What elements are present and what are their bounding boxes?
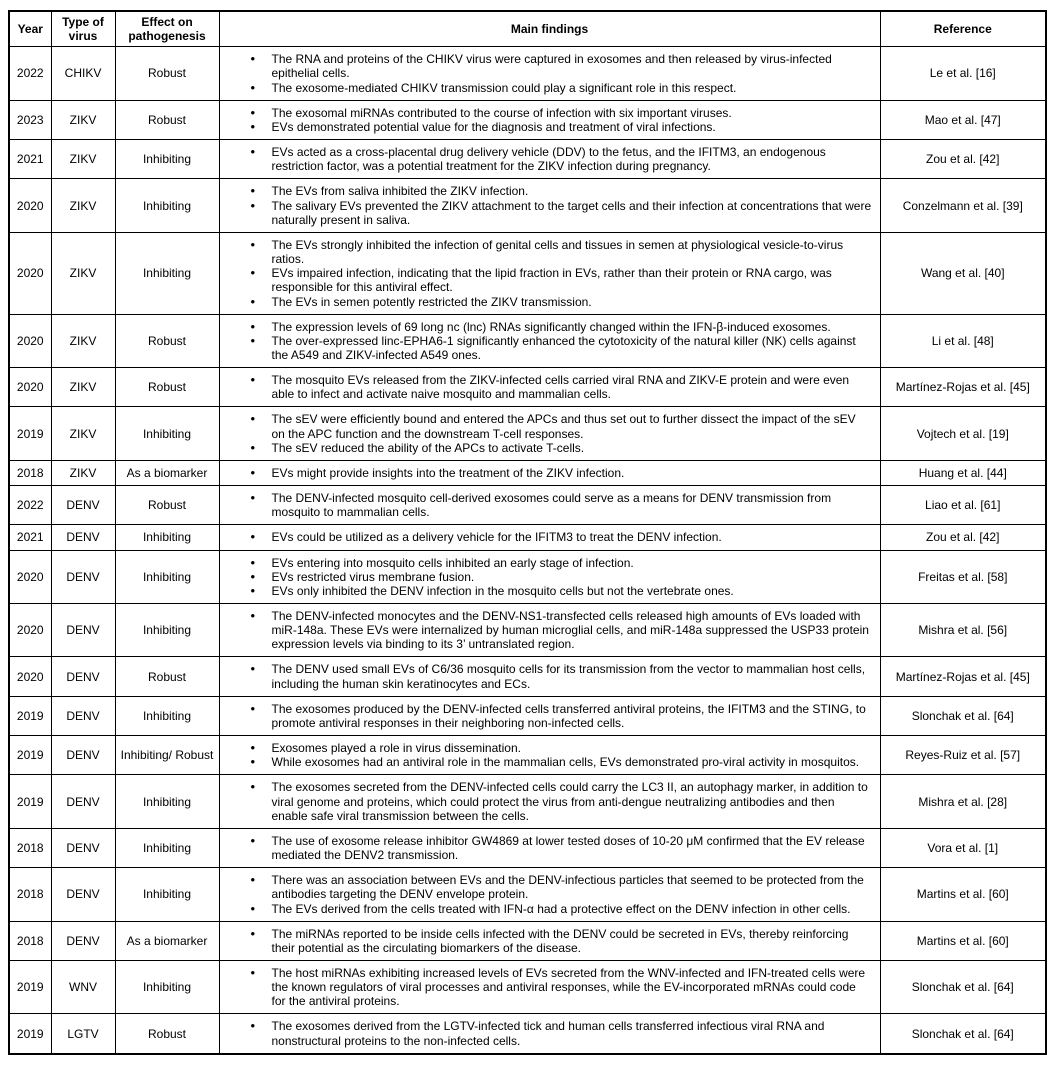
finding-item: • EVs might provide insights into the treatment of the ZIKV infection. bbox=[220, 466, 872, 480]
table-row bbox=[9, 407, 1046, 460]
reference-cell: Zou et al. [42] bbox=[880, 140, 1046, 179]
reference-cell: Martins et al. [60] bbox=[880, 868, 1046, 921]
table-row bbox=[9, 921, 1046, 960]
virus-type-cell: ZIKV bbox=[51, 460, 115, 485]
main-findings-cell bbox=[219, 696, 880, 735]
main-findings-cell bbox=[219, 604, 880, 657]
findings-list bbox=[220, 702, 872, 730]
reference-cell: Slonchak et al. [64] bbox=[880, 696, 1046, 735]
finding-item: • The EVs from saliva inhibited the ZIKV infection. bbox=[220, 184, 872, 198]
table-row bbox=[9, 100, 1046, 139]
effect-cell: Robust bbox=[115, 1014, 219, 1054]
table-row bbox=[9, 486, 1046, 525]
main-findings-cell bbox=[219, 407, 880, 460]
main-findings-cell bbox=[219, 100, 880, 139]
virus-type-cell: CHIKV bbox=[51, 47, 115, 100]
reference-cell: Mishra et al. [28] bbox=[880, 775, 1046, 828]
findings-list bbox=[220, 184, 872, 226]
year-cell: 2020 bbox=[9, 314, 51, 367]
effect-cell: As a biomarker bbox=[115, 921, 219, 960]
finding-item: • EVs acted as a cross-placental drug delivery vehicle (DDV) to the fetus, and the IFITM3, an endogenous restriction factor, was a potential treatment for the ZIKV infection during pregnancy. bbox=[220, 145, 872, 173]
table-row bbox=[9, 368, 1046, 407]
effect-cell: Robust bbox=[115, 657, 219, 696]
reference-cell: Vojtech et al. [19] bbox=[880, 407, 1046, 460]
findings-list bbox=[220, 320, 872, 362]
table-row bbox=[9, 868, 1046, 921]
findings-list bbox=[220, 530, 872, 544]
table-header-row bbox=[9, 11, 1046, 47]
findings-list bbox=[220, 106, 872, 134]
virus-type-cell: DENV bbox=[51, 828, 115, 867]
finding-item: • The expression levels of 69 long nc (lnc) RNAs significantly changed within the IFN-β-induced exosomes. bbox=[220, 320, 872, 334]
year-cell: 2018 bbox=[9, 868, 51, 921]
findings-list bbox=[220, 412, 872, 454]
finding-item: • The host miRNAs exhibiting increased levels of EVs secreted from the WNV-infected and IFN-treated cells were the known regulators of viral processes and antiviral responses, while the EV-incorporated mRNAs could code for the antiviral proteins. bbox=[220, 966, 872, 1008]
year-cell: 2021 bbox=[9, 140, 51, 179]
finding-item: • EVs only inhibited the DENV infection in the mosquito cells but not the vertebrate ones. bbox=[220, 584, 872, 598]
reference-cell: Li et al. [48] bbox=[880, 314, 1046, 367]
table-row bbox=[9, 314, 1046, 367]
year-cell: 2018 bbox=[9, 921, 51, 960]
findings-list bbox=[220, 145, 872, 173]
finding-item: • EVs could be utilized as a delivery vehicle for the IFITM3 to treat the DENV infection. bbox=[220, 530, 872, 544]
table-row bbox=[9, 140, 1046, 179]
main-findings-cell bbox=[219, 525, 880, 550]
finding-item: • EVs entering into mosquito cells inhibited an early stage of infection. bbox=[220, 556, 872, 570]
finding-item: • EVs demonstrated potential value for the diagnosis and treatment of viral infections. bbox=[220, 120, 872, 134]
virus-type-cell: ZIKV bbox=[51, 368, 115, 407]
effect-cell: Inhibiting bbox=[115, 407, 219, 460]
reference-cell: Mishra et al. [56] bbox=[880, 604, 1046, 657]
effect-cell: Inhibiting bbox=[115, 525, 219, 550]
main-findings-cell bbox=[219, 921, 880, 960]
table-row bbox=[9, 47, 1046, 100]
virus-type-cell: ZIKV bbox=[51, 407, 115, 460]
main-findings-cell bbox=[219, 657, 880, 696]
virus-type-cell: DENV bbox=[51, 525, 115, 550]
col-header-year: Year bbox=[9, 11, 51, 47]
main-findings-cell bbox=[219, 368, 880, 407]
finding-item: • The mosquito EVs released from the ZIKV-infected cells carried viral RNA and ZIKV-E protein and were even able to infect and activate naive mosquito and mammalian cells. bbox=[220, 373, 872, 401]
finding-item: • The DENV used small EVs of C6/36 mosquito cells for its transmission from the vector to mammalian host cells, including the human skin keratinocytes and ECs. bbox=[220, 662, 872, 690]
table-row bbox=[9, 960, 1046, 1013]
findings-list bbox=[220, 238, 872, 309]
reference-cell: Reyes-Ruiz et al. [57] bbox=[880, 736, 1046, 775]
reference-cell: Le et al. [16] bbox=[880, 47, 1046, 100]
findings-list bbox=[220, 741, 872, 769]
effect-cell: Inhibiting/ Robust bbox=[115, 736, 219, 775]
finding-item: • The EVs derived from the cells treated with IFN-α had a protective effect on the DENV infection in other cells. bbox=[220, 902, 872, 916]
table-row bbox=[9, 179, 1046, 232]
virus-type-cell: DENV bbox=[51, 696, 115, 735]
finding-item: • While exosomes had an antiviral role in the mammalian cells, EVs demonstrated pro-viral activity in mosquitos. bbox=[220, 755, 872, 769]
finding-item: • The sEV reduced the ability of the APCs to activate T-cells. bbox=[220, 441, 872, 455]
reference-cell: Liao et al. [61] bbox=[880, 486, 1046, 525]
finding-item: • The RNA and proteins of the CHIKV virus were captured in exosomes and then released by virus-infected epithelial cells. bbox=[220, 52, 872, 80]
reference-cell: Mao et al. [47] bbox=[880, 100, 1046, 139]
effect-cell: Inhibiting bbox=[115, 550, 219, 603]
reference-cell: Slonchak et al. [64] bbox=[880, 960, 1046, 1013]
findings-list bbox=[220, 556, 872, 598]
finding-item: • The EVs in semen potently restricted the ZIKV transmission. bbox=[220, 295, 872, 309]
main-findings-cell bbox=[219, 140, 880, 179]
effect-cell: Inhibiting bbox=[115, 868, 219, 921]
table-row bbox=[9, 1014, 1046, 1054]
main-findings-cell bbox=[219, 868, 880, 921]
effect-cell: Inhibiting bbox=[115, 960, 219, 1013]
virus-type-cell: DENV bbox=[51, 775, 115, 828]
year-cell: 2019 bbox=[9, 696, 51, 735]
finding-item: • The EVs strongly inhibited the infection of genital cells and tissues in semen at physiological vesicle-to-virus ratios. bbox=[220, 238, 872, 266]
main-findings-cell bbox=[219, 460, 880, 485]
finding-item: • The exosomes derived from the LGTV-infected tick and human cells transferred infectious viral RNA and nonstructural proteins to the non-infected cells. bbox=[220, 1019, 872, 1047]
finding-item: • The DENV-infected mosquito cell-derived exosomes could serve as a means for DENV transmission from mosquito to mammalian cells. bbox=[220, 491, 872, 519]
main-findings-cell bbox=[219, 828, 880, 867]
findings-list bbox=[220, 966, 872, 1008]
virus-type-cell: ZIKV bbox=[51, 314, 115, 367]
effect-cell: Inhibiting bbox=[115, 828, 219, 867]
findings-list bbox=[220, 927, 872, 955]
table-row bbox=[9, 525, 1046, 550]
year-cell: 2019 bbox=[9, 1014, 51, 1054]
reference-cell: Slonchak et al. [64] bbox=[880, 1014, 1046, 1054]
table-body bbox=[9, 47, 1046, 1054]
main-findings-cell bbox=[219, 775, 880, 828]
virus-type-cell: ZIKV bbox=[51, 179, 115, 232]
effect-cell: Inhibiting bbox=[115, 696, 219, 735]
virus-type-cell: DENV bbox=[51, 921, 115, 960]
reference-cell: Martínez-Rojas et al. [45] bbox=[880, 657, 1046, 696]
finding-item: • The salivary EVs prevented the ZIKV attachment to the target cells and their infection at concentrations that were naturally present in saliva. bbox=[220, 199, 872, 227]
virus-type-cell: DENV bbox=[51, 486, 115, 525]
year-cell: 2018 bbox=[9, 828, 51, 867]
findings-list bbox=[220, 466, 872, 480]
findings-table bbox=[8, 10, 1047, 1055]
findings-list bbox=[220, 780, 872, 822]
year-cell: 2019 bbox=[9, 736, 51, 775]
reference-cell: Martínez-Rojas et al. [45] bbox=[880, 368, 1046, 407]
main-findings-cell bbox=[219, 550, 880, 603]
main-findings-cell bbox=[219, 1014, 880, 1054]
virus-type-cell: ZIKV bbox=[51, 140, 115, 179]
virus-type-cell: ZIKV bbox=[51, 100, 115, 139]
virus-type-cell: DENV bbox=[51, 657, 115, 696]
virus-type-cell: DENV bbox=[51, 868, 115, 921]
effect-cell: Inhibiting bbox=[115, 232, 219, 314]
finding-item: • The exosomes secreted from the DENV-infected cells could carry the LC3 II, an autophagy marker, in addition to viral genome and proteins, which could protect the virus from anti-dengue neutralizing antibodies and then enable safe viral transmission between the cells. bbox=[220, 780, 872, 822]
year-cell: 2020 bbox=[9, 657, 51, 696]
finding-item: • The exosomal miRNAs contributed to the course of infection with six important viruses. bbox=[220, 106, 872, 120]
finding-item: • There was an association between EVs and the DENV-infectious particles that seemed to be protected from the antibodies targeting the DENV envelope protein. bbox=[220, 873, 872, 901]
year-cell: 2022 bbox=[9, 47, 51, 100]
col-header-reference: Reference bbox=[880, 11, 1046, 47]
finding-item: • The use of exosome release inhibitor GW4869 at lower tested doses of 10-20 μM confirmed that the EV release mediated the DENV2 transmission. bbox=[220, 834, 872, 862]
effect-cell: Robust bbox=[115, 486, 219, 525]
table-row bbox=[9, 736, 1046, 775]
finding-item: • EVs impaired infection, indicating that the lipid fraction in EVs, rather than their protein or RNA cargo, was responsible for this antiviral effect. bbox=[220, 266, 872, 294]
table-row bbox=[9, 550, 1046, 603]
table-row bbox=[9, 232, 1046, 314]
finding-item: • EVs restricted virus membrane fusion. bbox=[220, 570, 872, 584]
effect-cell: Robust bbox=[115, 314, 219, 367]
findings-list bbox=[220, 662, 872, 690]
virus-type-cell: DENV bbox=[51, 604, 115, 657]
finding-item: • The sEV were efficiently bound and entered the APCs and thus set out to further dissect the impact of the sEV on the APC function and the downstream T-cell responses. bbox=[220, 412, 872, 440]
main-findings-cell bbox=[219, 232, 880, 314]
virus-type-cell: DENV bbox=[51, 736, 115, 775]
findings-list bbox=[220, 1019, 872, 1047]
findings-list bbox=[220, 609, 872, 651]
finding-item: • The miRNAs reported to be inside cells infected with the DENV could be secreted in EVs, thereby reinforcing their potential as the circulating biomarkers of the disease. bbox=[220, 927, 872, 955]
year-cell: 2020 bbox=[9, 604, 51, 657]
finding-item: • The exosome-mediated CHIKV transmission could play a significant role in this respect. bbox=[220, 81, 872, 95]
main-findings-cell bbox=[219, 736, 880, 775]
year-cell: 2020 bbox=[9, 550, 51, 603]
effect-cell: Inhibiting bbox=[115, 604, 219, 657]
virus-type-cell: WNV bbox=[51, 960, 115, 1013]
col-header-type-of-virus: Type of virus bbox=[51, 11, 115, 47]
year-cell: 2022 bbox=[9, 486, 51, 525]
year-cell: 2020 bbox=[9, 368, 51, 407]
year-cell: 2023 bbox=[9, 100, 51, 139]
main-findings-cell bbox=[219, 960, 880, 1013]
reference-cell: Conzelmann et al. [39] bbox=[880, 179, 1046, 232]
reference-cell: Huang et al. [44] bbox=[880, 460, 1046, 485]
reference-cell: Martins et al. [60] bbox=[880, 921, 1046, 960]
main-findings-cell bbox=[219, 179, 880, 232]
year-cell: 2020 bbox=[9, 179, 51, 232]
effect-cell: Robust bbox=[115, 47, 219, 100]
main-findings-cell bbox=[219, 314, 880, 367]
year-cell: 2019 bbox=[9, 407, 51, 460]
col-header-main-findings: Main findings bbox=[219, 11, 880, 47]
table-row bbox=[9, 657, 1046, 696]
main-findings-cell bbox=[219, 47, 880, 100]
effect-cell: Inhibiting bbox=[115, 140, 219, 179]
finding-item: • The over-expressed linc-EPHA6-1 significantly enhanced the cytotoxicity of the natural killer (NK) cells against the A549 and ZIKV-infected A549 ones. bbox=[220, 334, 872, 362]
effect-cell: As a biomarker bbox=[115, 460, 219, 485]
table-row bbox=[9, 696, 1046, 735]
main-findings-cell bbox=[219, 486, 880, 525]
effect-cell: Inhibiting bbox=[115, 775, 219, 828]
reference-cell: Vora et al. [1] bbox=[880, 828, 1046, 867]
finding-item: • The exosomes produced by the DENV-infected cells transferred antiviral proteins, the IFITM3 and the STING, to promote antiviral responses in their neighboring non-infected cells. bbox=[220, 702, 872, 730]
effect-cell: Inhibiting bbox=[115, 179, 219, 232]
findings-list bbox=[220, 373, 872, 401]
effect-cell: Robust bbox=[115, 100, 219, 139]
reference-cell: Wang et al. [40] bbox=[880, 232, 1046, 314]
table-row bbox=[9, 460, 1046, 485]
table-row bbox=[9, 775, 1046, 828]
year-cell: 2020 bbox=[9, 232, 51, 314]
finding-item: • The DENV-infected monocytes and the DENV-NS1-transfected cells released high amounts of EVs loaded with miR-148a. These EVs were internalized by human microglial cells, and miR-148a suppressed the USP33 protein expression levels via binding to its 3’ untranslated region. bbox=[220, 609, 872, 651]
year-cell: 2019 bbox=[9, 960, 51, 1013]
virus-type-cell: DENV bbox=[51, 550, 115, 603]
reference-cell: Freitas et al. [58] bbox=[880, 550, 1046, 603]
year-cell: 2019 bbox=[9, 775, 51, 828]
year-cell: 2018 bbox=[9, 460, 51, 485]
finding-item: • Exosomes played a role in virus dissemination. bbox=[220, 741, 872, 755]
table-row bbox=[9, 604, 1046, 657]
year-cell: 2021 bbox=[9, 525, 51, 550]
findings-list bbox=[220, 873, 872, 915]
col-header-effect-on-pathogenesis: Effect on pathogenesis bbox=[115, 11, 219, 47]
findings-list bbox=[220, 491, 872, 519]
reference-cell: Zou et al. [42] bbox=[880, 525, 1046, 550]
virus-type-cell: LGTV bbox=[51, 1014, 115, 1054]
virus-type-cell: ZIKV bbox=[51, 232, 115, 314]
effect-cell: Robust bbox=[115, 368, 219, 407]
table-row bbox=[9, 828, 1046, 867]
findings-list bbox=[220, 834, 872, 862]
findings-list bbox=[220, 52, 872, 94]
